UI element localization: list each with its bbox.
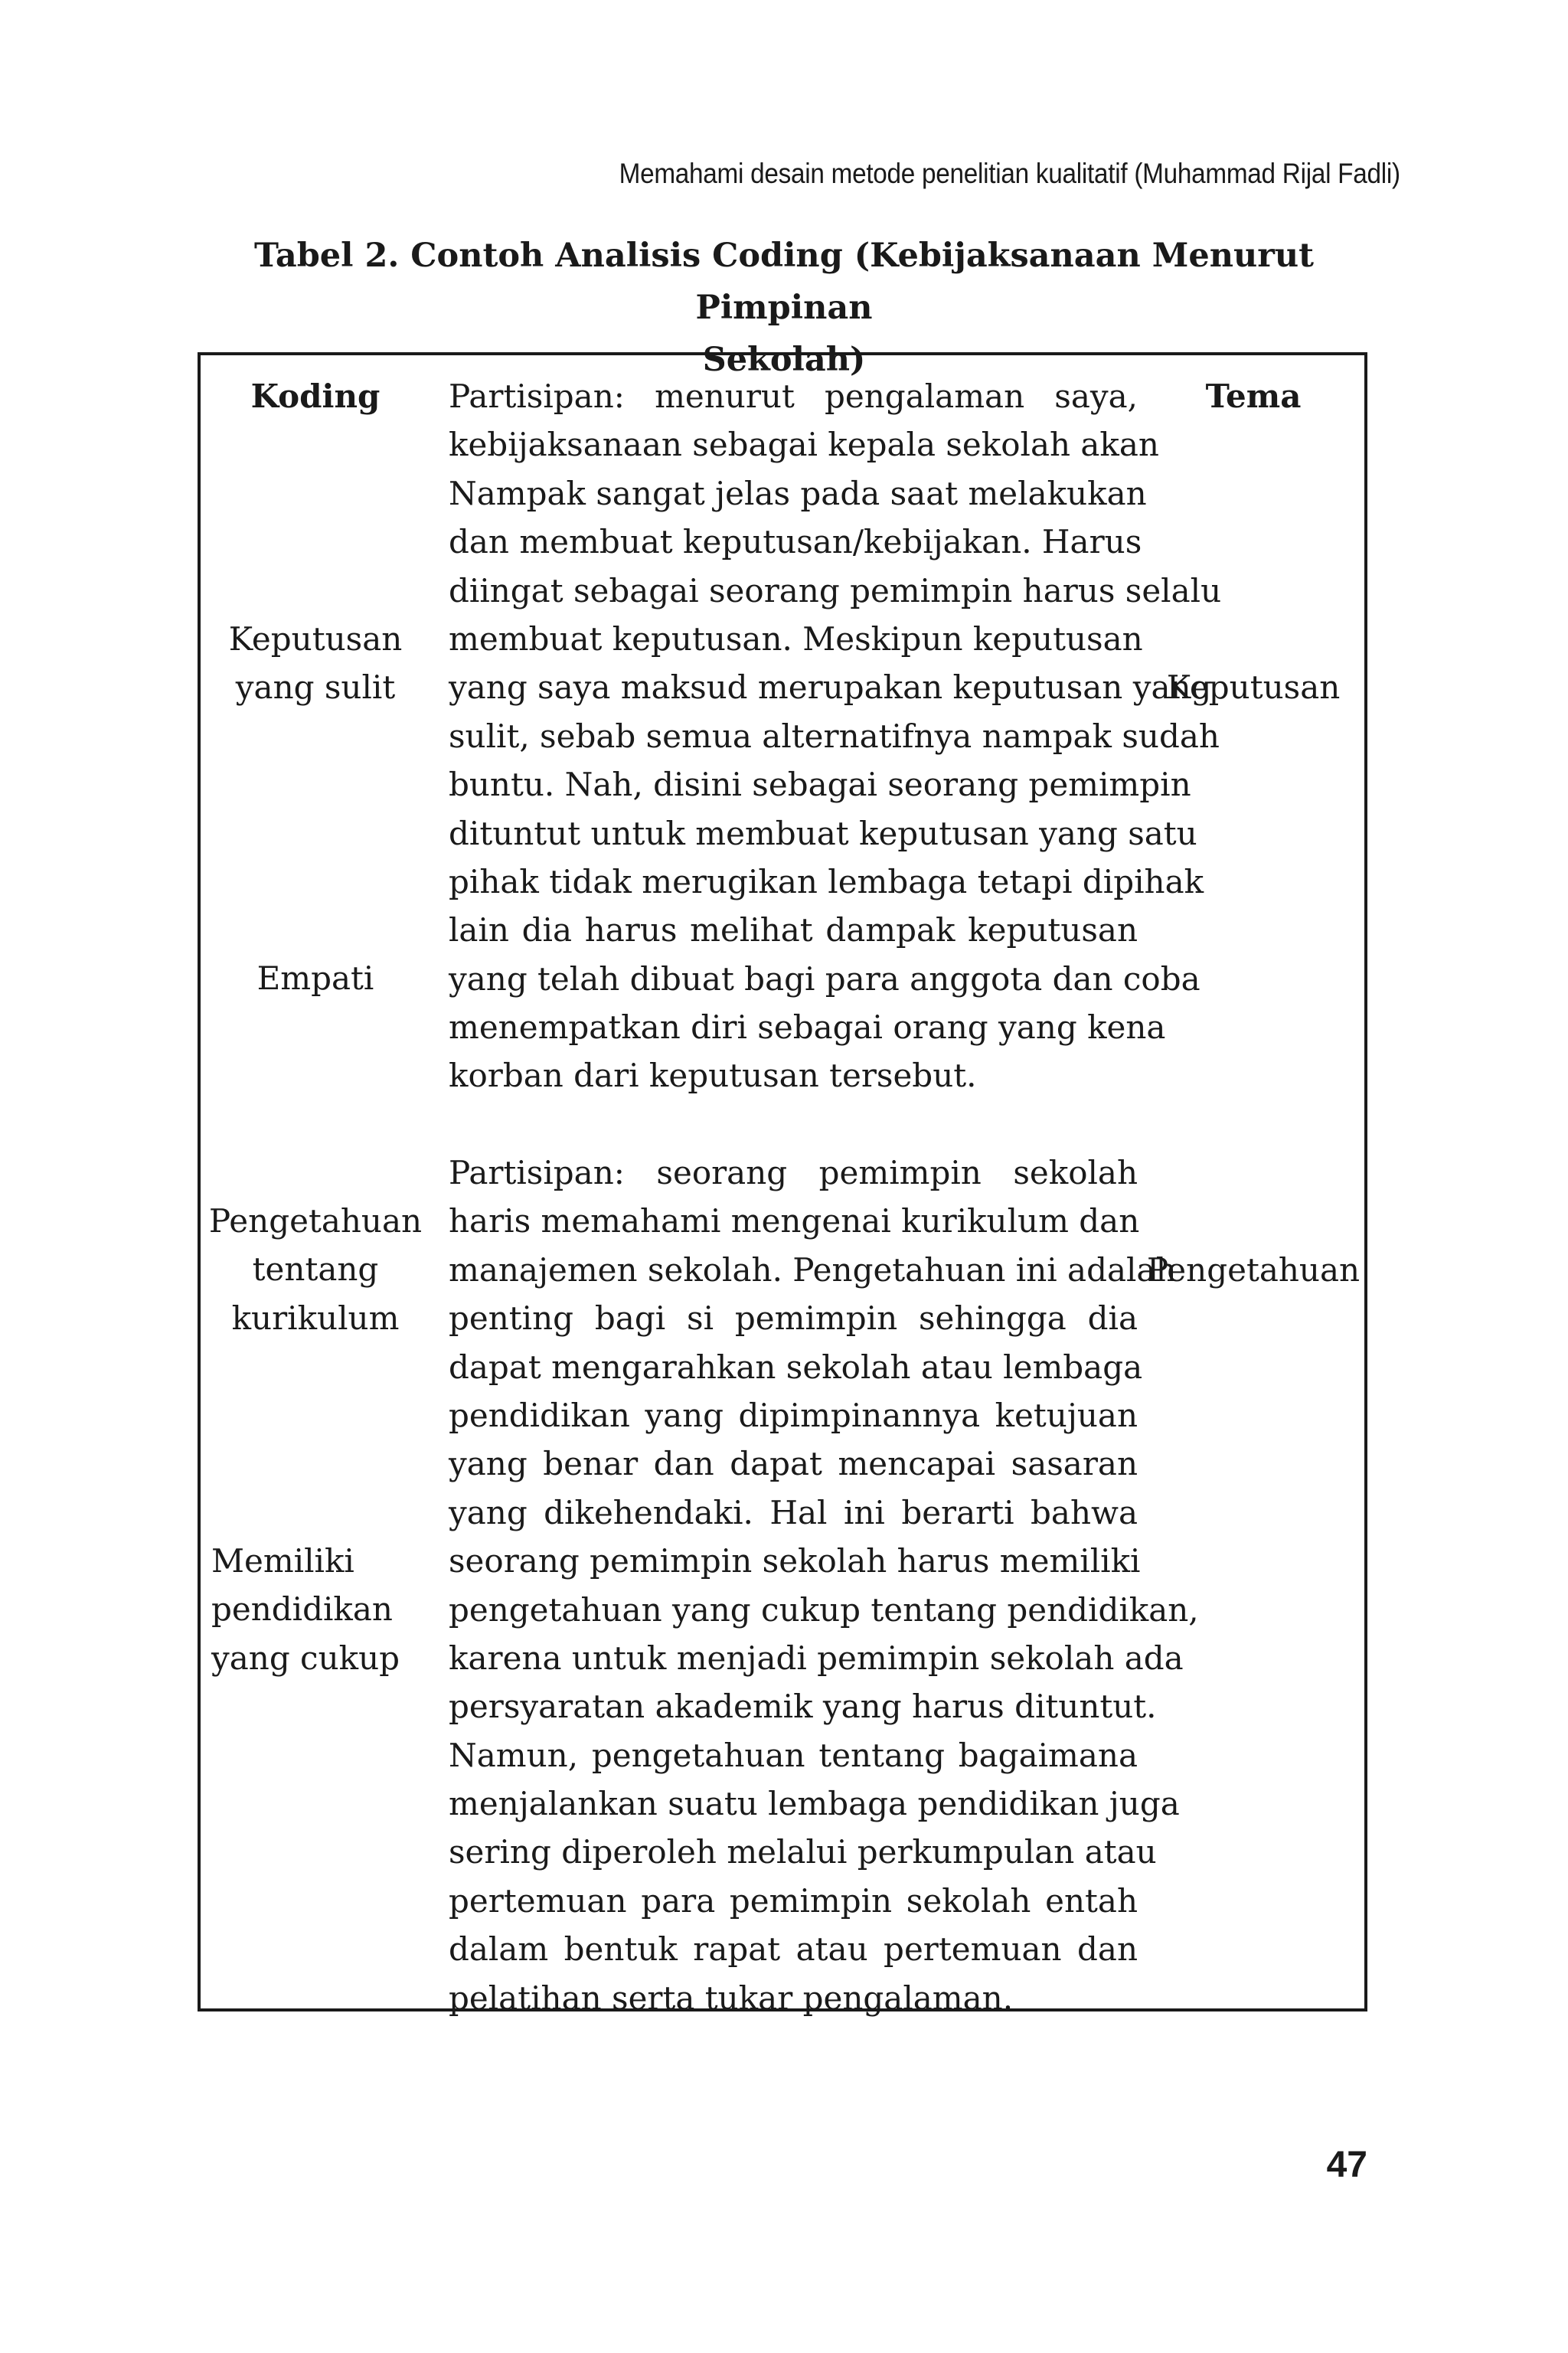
text-line: Partisipan: seorang pemimpin sekolah	[449, 1154, 1138, 1191]
text-line: pelatihan serta tukar pengalaman.	[449, 1979, 1014, 2017]
text-line: manajemen sekolah. Pengetahuan ini adalah	[449, 1250, 1177, 1289]
column-header-koding: Koding	[250, 377, 381, 415]
participant-text-1	[449, 372, 1222, 1100]
code-line: pendidikan	[211, 1590, 393, 1629]
text-line: menempatkan diri sebagai orang yang kena	[449, 1008, 1166, 1047]
text-line: sulit, sebab semua alternatifnya nampak sudah	[449, 717, 1220, 755]
text-line: buntu. Nah, disini sebagai seorang pemimpin	[449, 766, 1191, 804]
code-keputusan-yang-sulit	[201, 615, 430, 712]
code-line: tentang	[252, 1250, 379, 1289]
text-line: pertemuan para pemimpin sekolah entah	[449, 1881, 1138, 1920]
text-line: pengetahuan yang cukup tentang pendidikan,	[449, 1590, 1199, 1629]
text-line: sering diperoleh melalui perkumpulan atau	[449, 1833, 1157, 1871]
participant-text-2	[449, 1149, 1199, 2022]
text-line: penting bagi si pemimpin sehingga dia	[449, 1299, 1138, 1338]
text-line: persyaratan akademik yang harus dituntut.	[449, 1688, 1157, 1726]
code-line: yang cukup	[211, 1639, 400, 1677]
text-line: yang telah dibuat bagi para anggota dan coba	[449, 959, 1200, 998]
text-line: diingat sebagai seorang pemimpin harus selalu	[449, 571, 1222, 609]
text-line: dapat mengarahkan sekolah atau lembaga	[449, 1348, 1143, 1386]
text-line: dalam bentuk rapat atau pertemuan dan	[449, 1930, 1138, 1969]
text-line: korban dari keputusan tersebut.	[449, 1057, 977, 1095]
caption-line-2: Sekolah)	[702, 341, 866, 379]
text-line: dituntut untuk membuat keputusan yang satu	[449, 814, 1197, 852]
code-line: Empati	[256, 959, 374, 997]
theme-pengetahuan: Pengetahuan	[1146, 1251, 1361, 1289]
theme-keputusan: Keputusan	[1166, 668, 1341, 706]
code-empati	[201, 954, 430, 1002]
text-line: Partisipan: menurut pengalaman saya,	[449, 377, 1138, 415]
text-line: kebijaksanaan sebagai kepala sekolah akan	[449, 426, 1159, 464]
text-line: menjalankan suatu lembaga pendidikan juga	[449, 1785, 1180, 1823]
text-line: Namun, pengetahuan tentang bagaimana	[449, 1736, 1138, 1774]
column-header-tema: Tema	[1205, 377, 1302, 415]
text-line: haris memahami mengenai kurikulum dan	[449, 1202, 1140, 1240]
text-line: seorang pemimpin sekolah harus memiliki	[449, 1542, 1141, 1580]
text-line: yang dikehendaki. Hal ini berarti bahwa	[449, 1493, 1138, 1531]
code-line: Pengetahuan	[208, 1202, 423, 1240]
text-line: membuat keputusan. Meskipun keputusan	[449, 619, 1143, 658]
text-line: Nampak sangat jelas pada saat melakukan	[449, 474, 1147, 512]
text-line: pendidikan yang dipimpinannya ketujuan	[449, 1396, 1138, 1434]
code-line: kurikulum	[231, 1299, 400, 1337]
code-line: Keputusan	[228, 620, 403, 658]
code-memiliki-pendidikan-yang-cukup	[211, 1537, 441, 1682]
text-line: pihak tidak merugikan lembaga tetapi dipihak	[449, 862, 1204, 900]
code-line: yang sulit	[235, 668, 396, 707]
text-line: yang saya maksud merupakan keputusan yang	[449, 668, 1212, 707]
text-line: yang benar dan dapat mencapai sasaran	[449, 1445, 1138, 1483]
text-line: dan membuat keputusan/kebijakan. Harus	[449, 523, 1142, 561]
code-pengetahuan-tentang-kurikulum	[201, 1197, 430, 1342]
page-number: 47	[1326, 2145, 1367, 2185]
text-line: karena untuk menjadi pemimpin sekolah ada	[449, 1639, 1184, 1677]
caption-line-1: Tabel 2. Contoh Analisis Coding (Kebijaksanaan Menurut Pimpinan	[253, 237, 1315, 327]
code-line: Memiliki	[211, 1542, 354, 1580]
text-line: lain dia harus melihat dampak keputusan	[449, 911, 1138, 949]
running-header: Memahami desain metode penelitian kualitatif (Muhammad Rijal Fadli)	[619, 158, 1400, 189]
coding-table	[198, 352, 1367, 2017]
